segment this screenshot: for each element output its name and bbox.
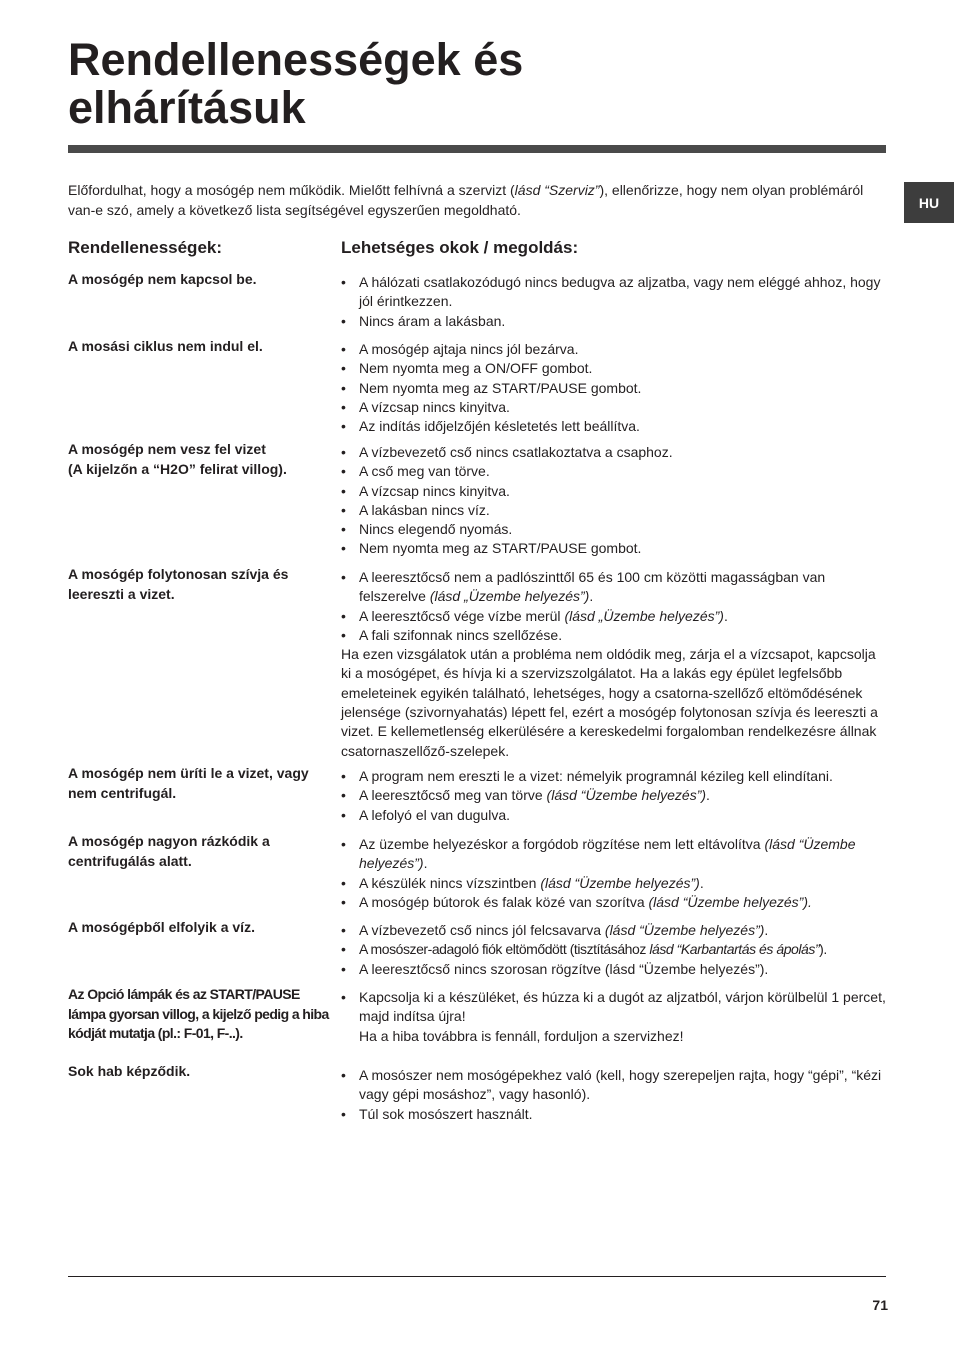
solution-item: • A cső meg van törve. — [341, 462, 886, 481]
page-number: 71 — [872, 1297, 888, 1313]
solution-item: • A mosószer nem mosógépekhez való (kell, hogy szerepeljen rajta, hogy “gépi”, “kézi vagy gépi mosáshoz”, vagy hasonló). — [341, 1066, 886, 1105]
solution-item: • A leeresztőcső nincs szorosan rögzítve (lásd “Üzembe helyezés”). — [341, 960, 886, 979]
solution-item: • Nem nyomta meg az START/PAUSE gombot. — [341, 379, 886, 398]
solution-item: • A leeresztőcső meg van törve (lásd “Üzembe helyezés”). — [341, 786, 886, 805]
page-title — [68, 36, 523, 132]
solution-item: • A lefolyó el van dugulva. — [341, 806, 886, 825]
problem-text: A mosógépből elfolyik a víz. — [68, 919, 255, 935]
solution-item: • Nincs áram a lakásban. — [341, 312, 886, 331]
solution-item: • A készülék nincs vízszintben (lásd “Üzembe helyezés”). — [341, 874, 886, 893]
intro-text-end: ), ellenőrizze, hogy nem olyan problémáról van-e szó, amely a következő lista segítségével egyszerűen megoldható. — [68, 182, 864, 218]
problem-text: A mosógép nem üríti le a vizet, vagy nem centrifugál. — [68, 765, 309, 801]
solution-item: • Nem nyomta meg az START/PAUSE gombot. — [341, 539, 886, 558]
problem-text: A mosógép folytonosan szívja és leereszti a vizet. — [68, 566, 289, 602]
intro-reference: lásd “Szerviz” — [514, 182, 600, 198]
solution-item: • A mosógép bútorok és falak közé van szorítva (lásd “Üzembe helyezés”). — [341, 893, 886, 912]
solution-item: • A fali szifonnak nincs szellőzése. — [341, 626, 886, 645]
solution-list — [341, 767, 886, 825]
problem-text — [68, 440, 332, 479]
problem-text: A mosási ciklus nem indul el. — [68, 338, 263, 354]
solution-item: • A mosógép ajtaja nincs jól bezárva. — [341, 340, 886, 359]
solution-item: • A vízcsap nincs kinyitva. — [341, 482, 886, 501]
solution-list — [341, 1066, 886, 1124]
solution-item: • Az indítás időjelzőjén késletetés lett beállítva. — [341, 417, 886, 436]
solution-list — [341, 835, 886, 912]
problem-text: Az Opció lámpák és az START/PAUSE lámpa gyorsan villog, a kijelző pedig a hiba kódját mutatja (pl.: F-01, F-..). — [68, 986, 329, 1041]
solution-list — [341, 568, 886, 761]
solution-item: • A leeresztőcső vége vízbe merül (lásd „Üzembe helyezés”). — [341, 607, 886, 626]
solution-item: • Nincs elegendő nyomás. — [341, 520, 886, 539]
page-title-line2: elhárításuk — [68, 82, 306, 133]
solution-item: • A program nem ereszti le a vizet: némelyik programnál kézileg kell elindítani. — [341, 767, 886, 786]
solution-item: • A vízbevezető cső nincs csatlakoztatva a csaphoz. — [341, 443, 886, 462]
solution-item: • A leeresztőcső nem a padlószinttől 65 és 100 cm közötti magasságban van felszerelve (lásd „Üzembe helyezés”). — [341, 568, 886, 607]
problem-text: A mosógép nem kapcsol be. — [68, 271, 257, 287]
solution-item: • Kapcsolja ki a készüléket, és húzza ki a dugót az aljzatból, várjon körülbelül 1 percet, majd indítsa újra! — [341, 988, 886, 1027]
solution-note: Ha a hiba továbbra is fennáll, forduljon a szervizhez! — [359, 1027, 684, 1044]
problems-column-header: Rendellenességek: — [68, 238, 223, 257]
problem-text: Sok hab képződik. — [68, 1063, 191, 1079]
solution-list — [341, 988, 886, 1046]
solution-item: • A vízbevezető cső nincs jól felcsavarva (lásd “Üzembe helyezés”). — [341, 921, 886, 940]
problem-text-line: A mosógép nem vesz fel vizet — [68, 441, 266, 457]
solution-list — [341, 921, 886, 979]
solution-list — [341, 340, 886, 436]
intro-paragraph — [68, 181, 868, 220]
solution-item: • A vízcsap nincs kinyitva. — [341, 398, 886, 417]
problem-text-line: (A kijelzőn a “H2O” felirat villog). — [68, 460, 287, 477]
solution-item: • Nem nyomta meg a ON/OFF gombot. — [341, 359, 886, 378]
solution-item: • Az üzembe helyezéskor a forgódob rögzítése nem lett eltávolítva (lásd “Üzembe helyezés”). — [341, 835, 886, 874]
problem-text: A mosógép nagyon rázkódik a centrifugálás alatt. — [68, 833, 270, 869]
solution-note: Ha ezen vizsgálatok után a probléma nem oldódik meg, zárja el a vízcsapot, kapcsolja ki a mosógépet, és hívja ki a szervizszolgálatot. Ha a lakás egy épület legfelsőbb emeleteinek egyikén található, lehetséges, hogy a csatorna-szellőző eltömődésének jelensége (szivornyahatás) lépett fel, ezért a mosógép folytonosan szívja és leereszti a vizet. E kellemetlenség elkerülésére a kereskedelmi forgalomban rendelkezésre állnak csatornaszellőző-szelepek. — [341, 646, 878, 759]
solution-list — [341, 273, 886, 331]
solution-item: • A mosószer-adagoló fiók eltömődött (tisztításához lásd “Karbantartás és ápolás”). — [341, 940, 886, 959]
language-tab: HU — [904, 182, 954, 223]
solution-item: • A hálózati csatlakozódugó nincs bedugva az aljzatba, vagy nem eléggé ahhoz, hogy jól érintkezzen. — [341, 273, 886, 312]
intro-text-start: Előfordulhat, hogy a mosógép nem működik. Mielőtt felhívná a szervizt ( — [68, 182, 515, 198]
solution-item: • Túl sok mosószert használt. — [341, 1105, 886, 1124]
page-title-line1: Rendellenességek és — [68, 34, 524, 85]
title-divider — [68, 145, 886, 153]
footer-divider — [68, 1276, 886, 1277]
solutions-column-header: Lehetséges okok / megoldás: — [341, 238, 579, 257]
solution-item: • A lakásban nincs víz. — [341, 501, 886, 520]
solution-list — [341, 443, 886, 559]
